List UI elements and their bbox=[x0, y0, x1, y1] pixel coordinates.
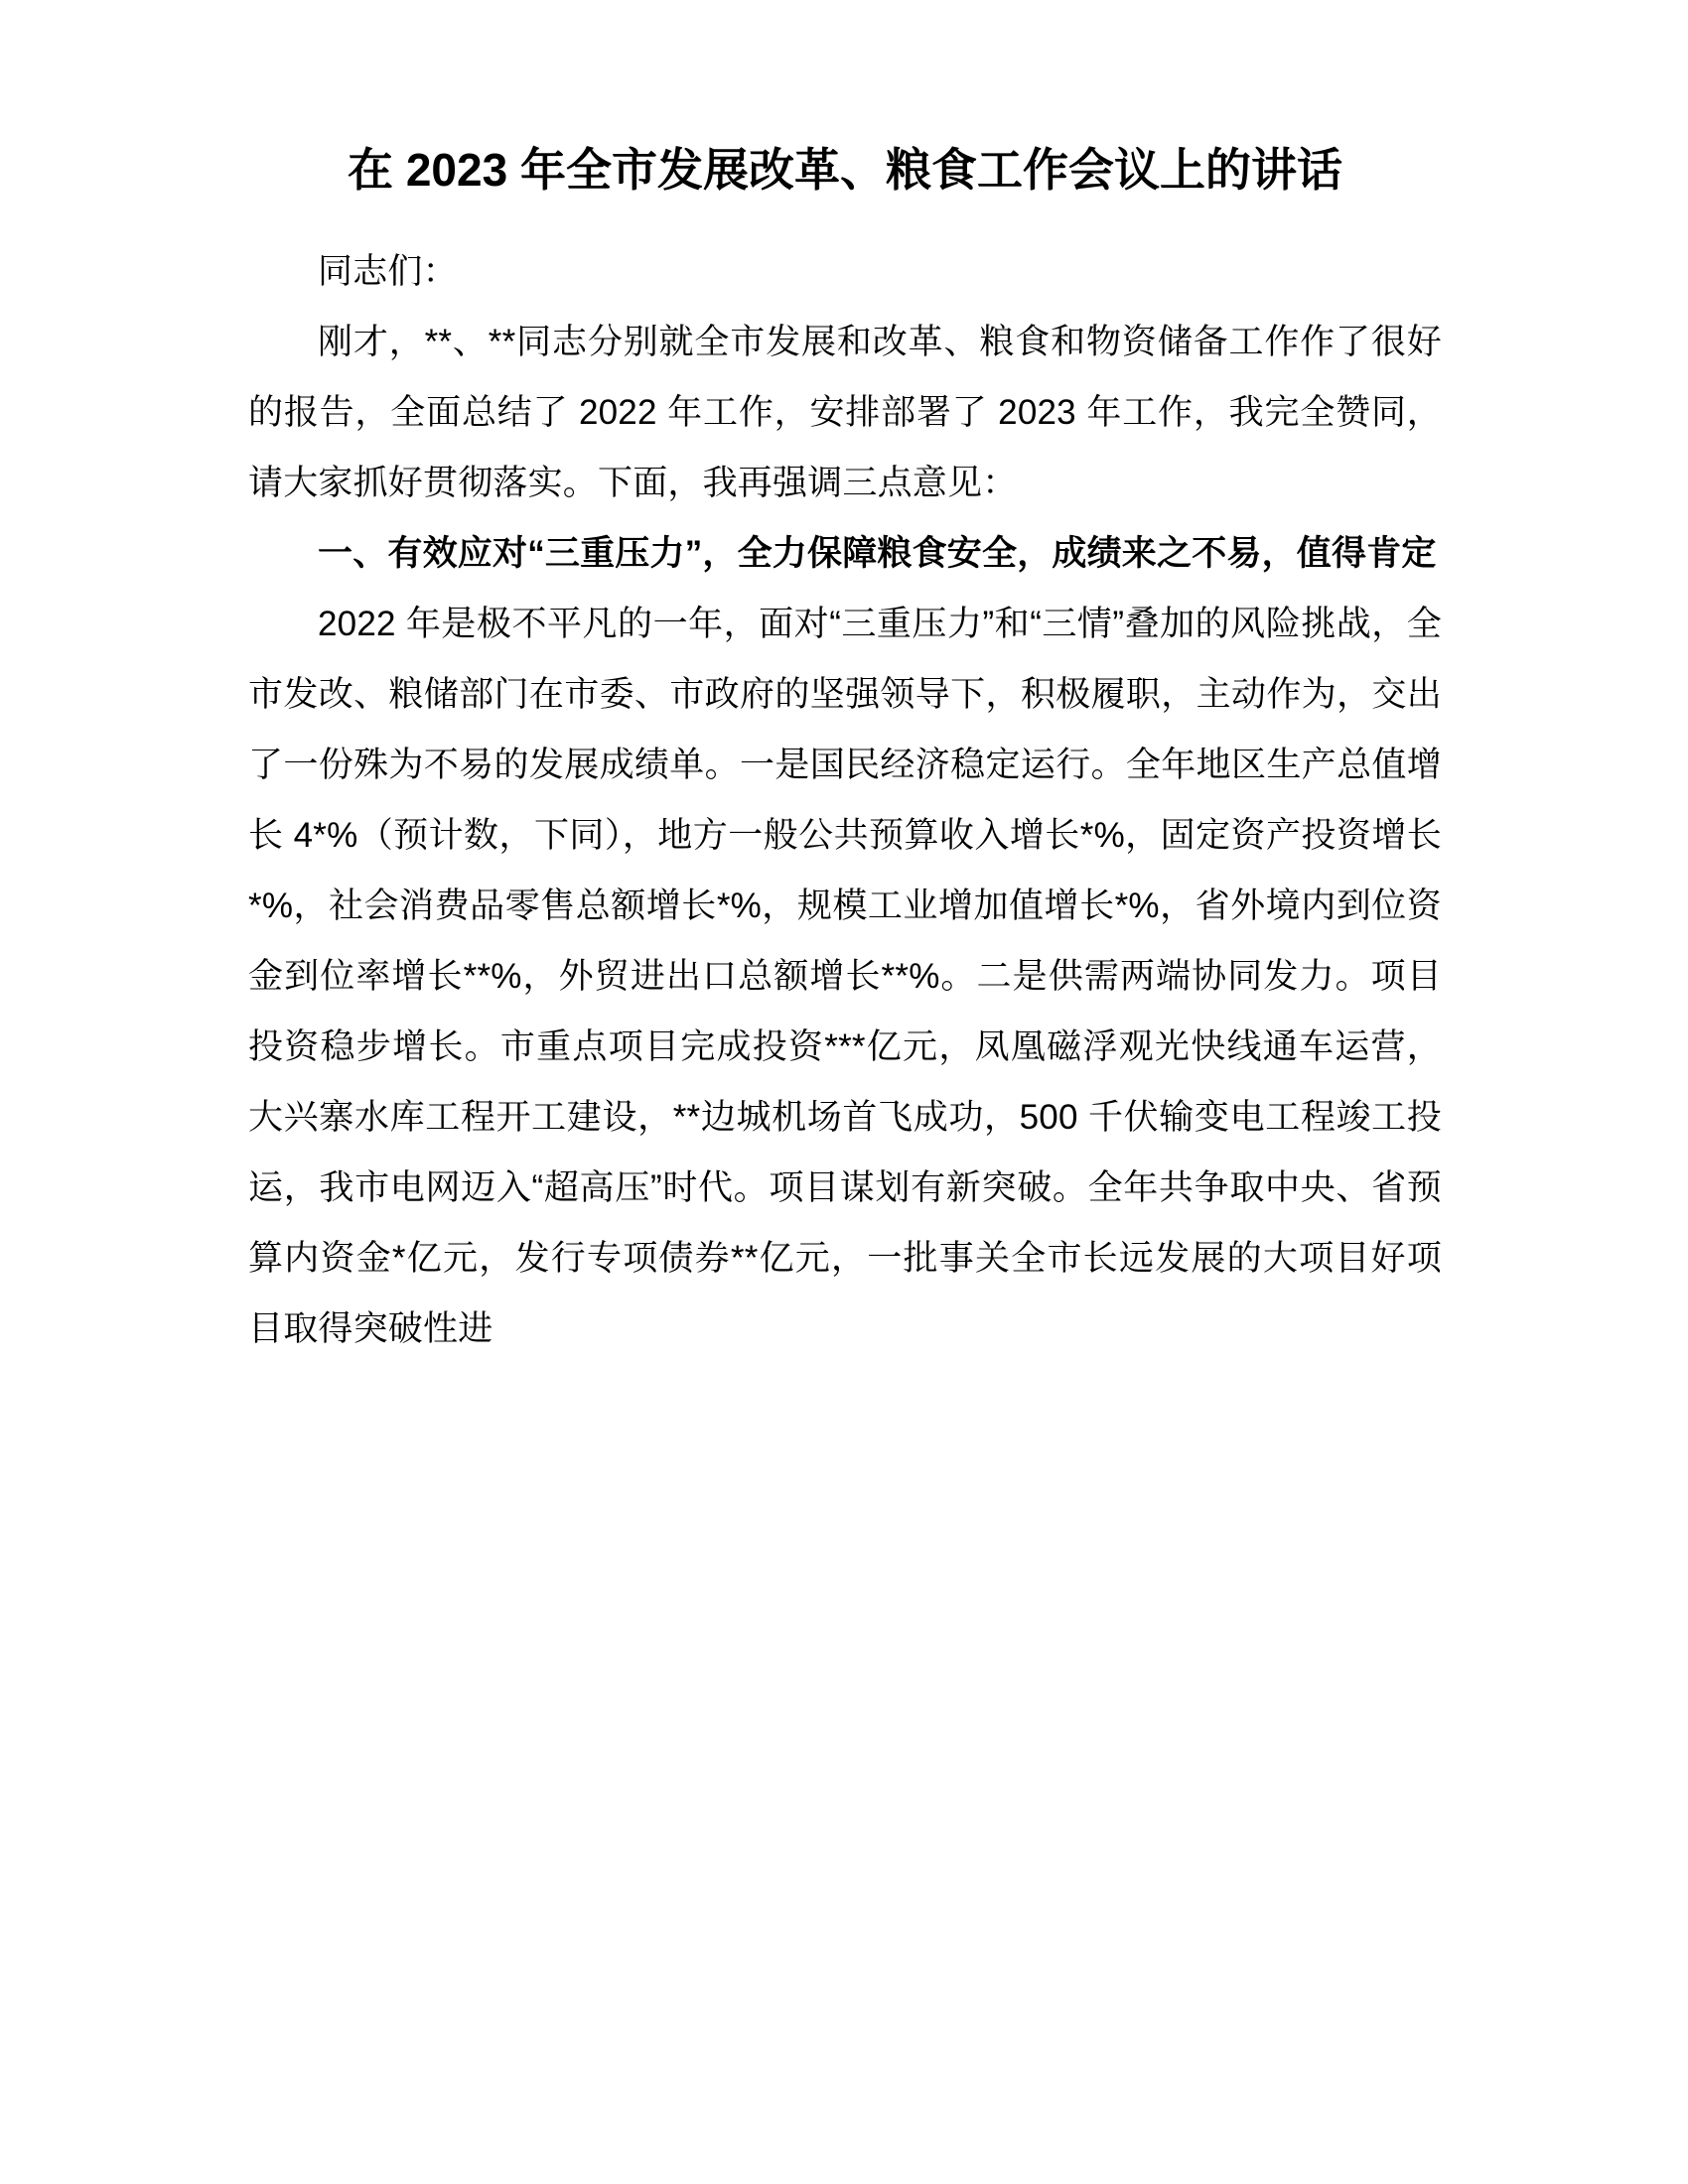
salutation: 同志们： bbox=[318, 252, 458, 291]
paragraph-intro: 刚才，**、**同志分别就全市发展和改革、粮食和物资储备工作作了很好的报告，全面总结了 2022 年工作，安排部署了 2023 年工作，我完全赞同，请大家抓好贯彻落实。下面，我再强调三点意见： bbox=[248, 323, 1442, 502]
document-content bbox=[248, 137, 1442, 1364]
page-title: 在 2023 年全市发展改革、粮食工作会议上的讲话 bbox=[348, 144, 1342, 196]
section-heading-one: 一、有效应对“三重压力”，全力保障粮食安全，成绩来之不易，值得肯定 bbox=[318, 534, 1437, 573]
paragraph-body-1: 2022 年是极不平凡的一年，面对“三重压力”和“三情”叠加的风险挑战，全市发改、粮储部门在市委、市政府的坚强领导下，积极履职，主动作为，交出了一份殊为不易的发展成绩单。一是国民经济稳定运行。全年地区生产总值增长 4*%（预计数，下同），地方一般公共预算收入增长*%，固定资产投资增长*%，社会消费品零售总额增长*%，规模工业增加值增长*%，省外境内到位资金到位率增长**%，外贸进出口总额增长**%。二是供需两端协同发力。项目投资稳步增长。市重点项目完成投资***亿元，凤凰磁浮观光快线通车运营，大兴寨水库工程开工建设，**边城机场首飞成功，500 千伏输变电工程竣工投运，我市电网迈入“超高压”时代。项目谋划有新突破。全年共争取中央、省预算内资金*亿元，发行专项债券**亿元，一批事关全市长远发展的大项目好项目取得突破性进 bbox=[248, 605, 1442, 1348]
